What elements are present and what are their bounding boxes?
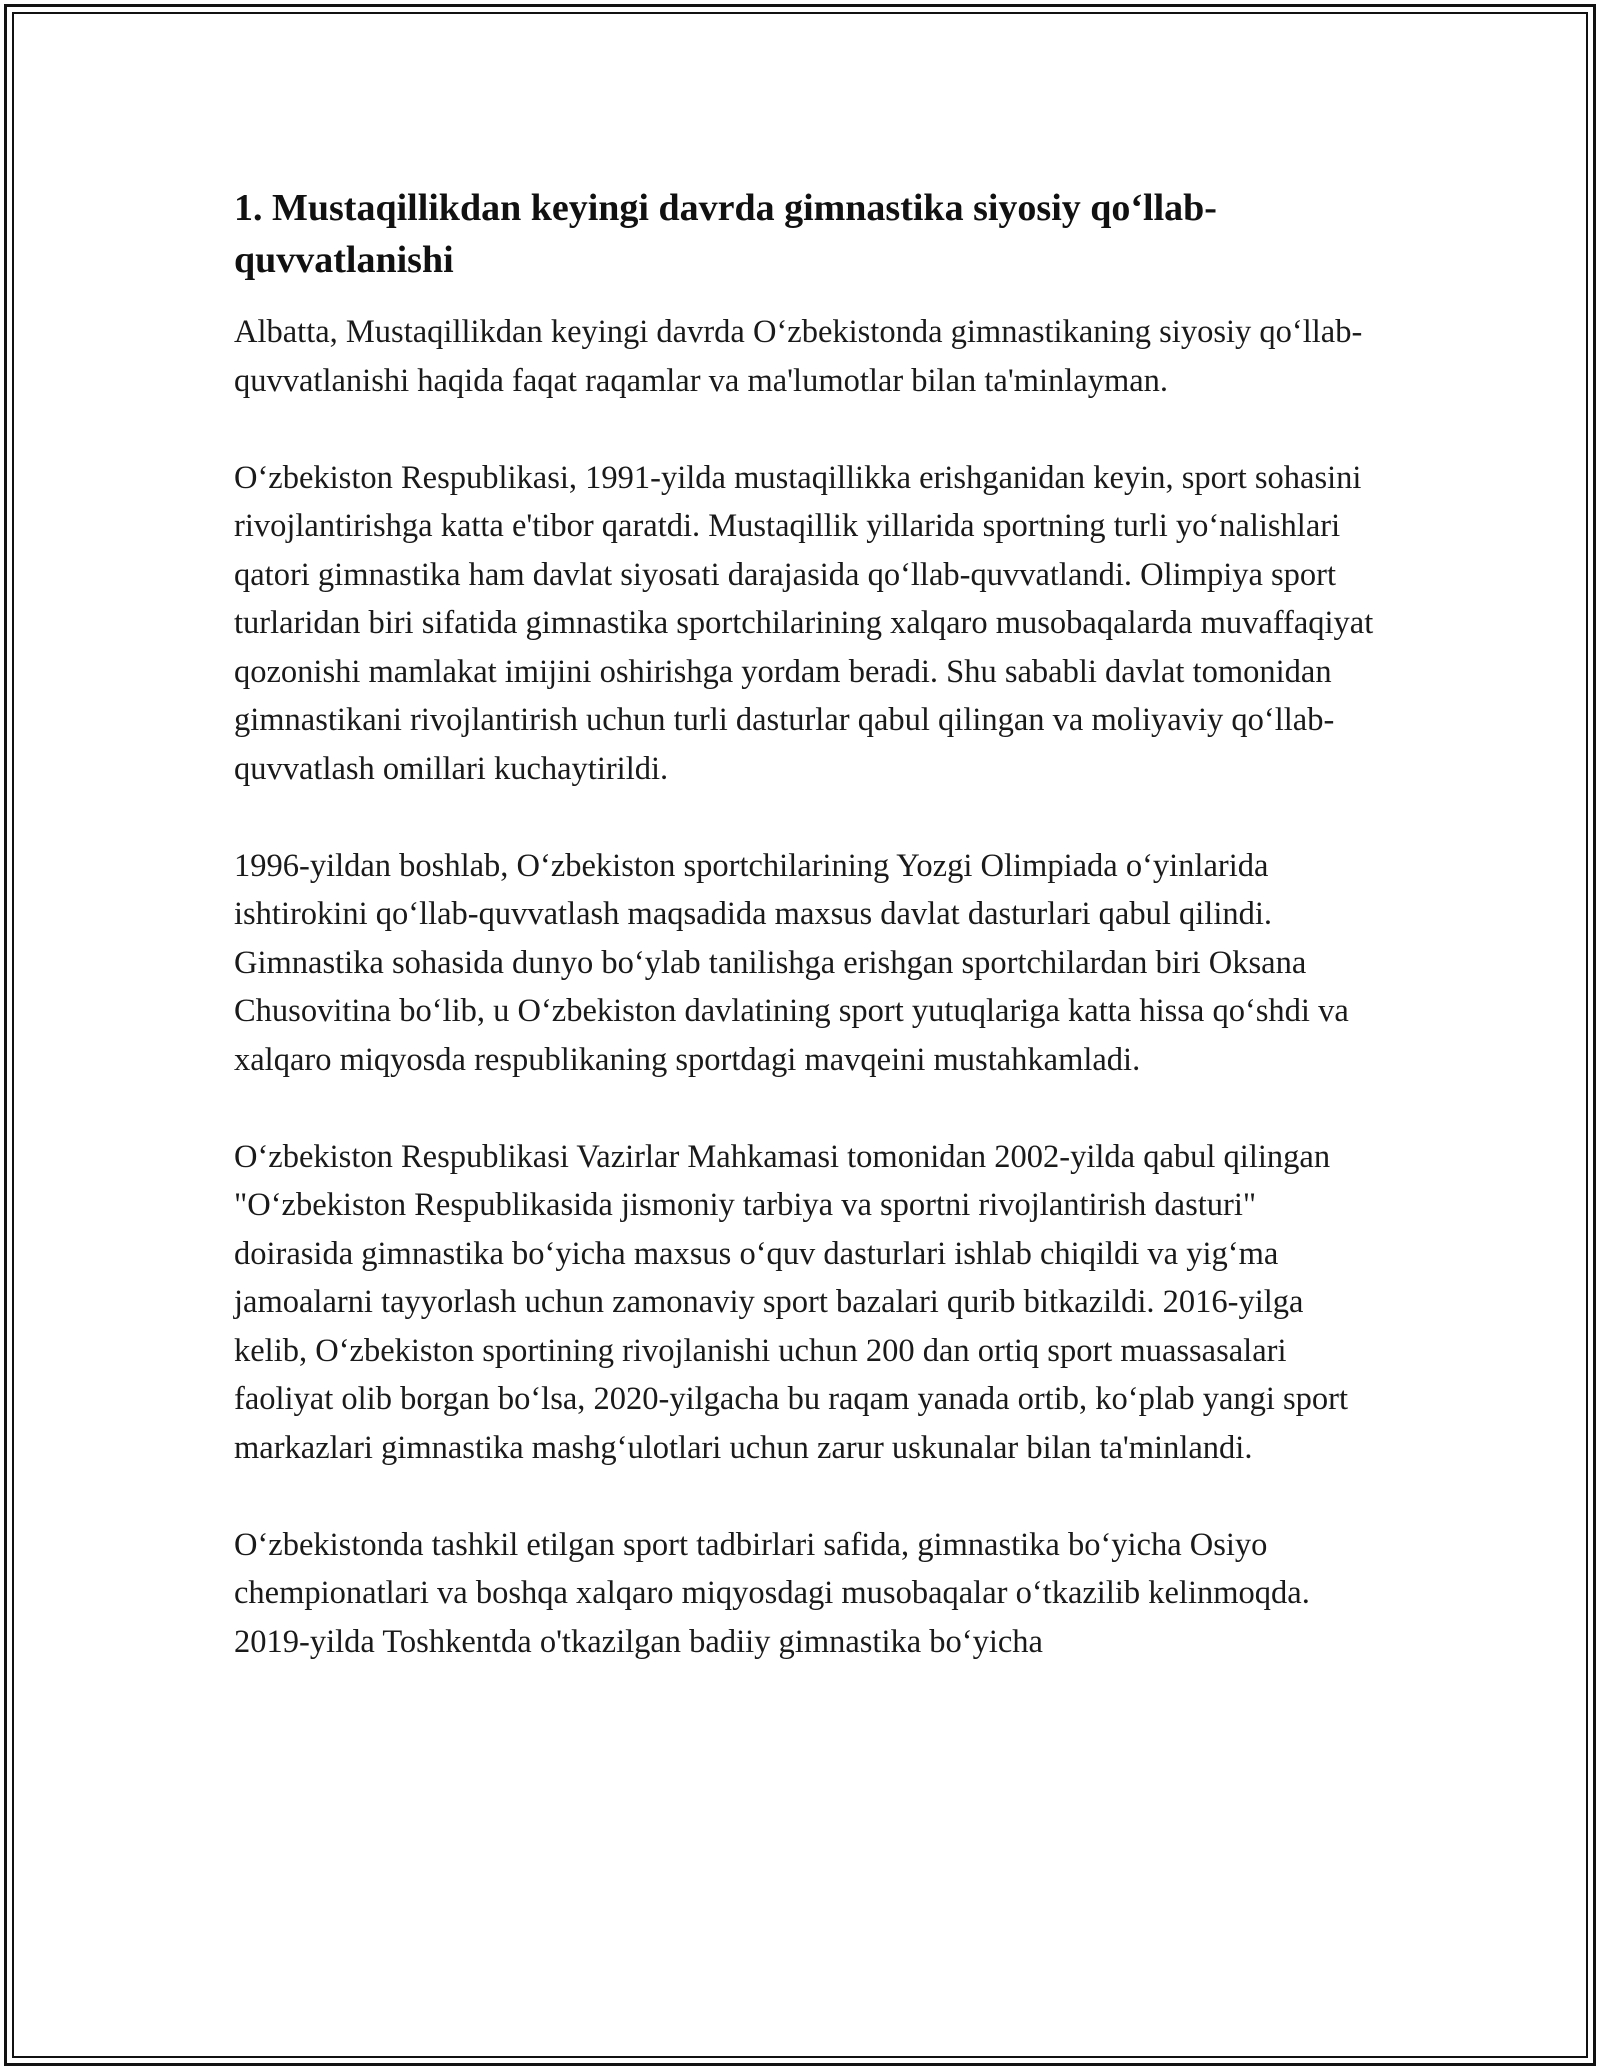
section-heading: 1. Mustaqillikdan keyingi davrda gimnastika siyosiy qo‘llab-quvvatlanishi <box>234 187 1217 281</box>
paragraph-independence-1991: O‘zbekiston Respublikasi, 1991-yilda mustaqillikka erishganidan keyin, sport sohasini rivojlantirishga katta e'tibor qaratdi. Mustaqillik yillarida sportning turli yo‘nalishlari qatori gimnastika ham davlat siyosati darajasida qo‘llab-quvvatlandi. Olimpiya sport turlaridan biri sifatida gimnastika sportchilarining xalqaro musobaqalarda muvaffaqiyat qozonishi mamlakat imijini oshirishga yordam beradi. Shu sababli davlat tomonidan gimnastikani rivojlantirish uchun turli dasturlar qabul qilingan va moliyaviy qo‘llab-quvvatlash omillari kuchaytirildi. <box>234 459 1374 787</box>
paragraph-program-2002: O‘zbekiston Respublikasi Vazirlar Mahkamasi tomonidan 2002-yilda qabul qilingan "O‘zbekiston Respublikasida jismoniy tarbiya va sportni rivojlantirish dasturi" doirasida gimnastika bo‘yicha maxsus o‘quv dasturlari ishlab chiqildi va yig‘ma jamoalarni tayyorlash uchun zamonaviy sport bazalari qurib bitkazildi. 2016-yilga kelib, O‘zbekiston sportining rivojlanishi uchun 200 dan ortiq sport muassasalari faoliyat olib borgan bo‘lsa, 2020-yilgacha bu raqam yanada ortib, ko‘plab yangi sport markazlari gimnastika mashg‘ulotlari uchun zarur uskunalar bilan ta'minlandi. <box>234 1138 1349 1466</box>
document-body <box>234 182 1374 1715</box>
paragraph-intro: Albatta, Mustaqillikdan keyingi davrda O‘zbekistonda gimnastikaning siyosiy qo‘llab-quvvatlanishi haqida faqat raqamlar va ma'lumotlar bilan ta'minlayman. <box>234 314 1363 399</box>
paragraph-olympics-1996: 1996-yildan boshlab, O‘zbekiston sportchilarining Yozgi Olimpiada o‘yinlarida ishtirokini qo‘llab-quvvatlash maqsadida maxsus davlat dasturlari qabul qilindi. Gimnastika sohasida dunyo bo‘ylab tanilishga erishgan sportchilardan biri Oksana Chusovitina bo‘lib, u O‘zbekiston davlatining sport yutuqlariga katta hissa qo‘shdi va xalqaro miqyosda respublikaning sportdagi mavqeini mustahkamladi. <box>234 847 1349 1078</box>
paragraph-events-2019: O‘zbekistonda tashkil etilgan sport tadbirlari safida, gimnastika bo‘yicha Osiyo chempionatlari va boshqa xalqaro miqyosdagi musobaqalar o‘tkazilib kelinmoqda. 2019-yilda Toshkentda o'tkazilgan badiiy gimnastika bo‘yicha <box>234 1526 1310 1660</box>
